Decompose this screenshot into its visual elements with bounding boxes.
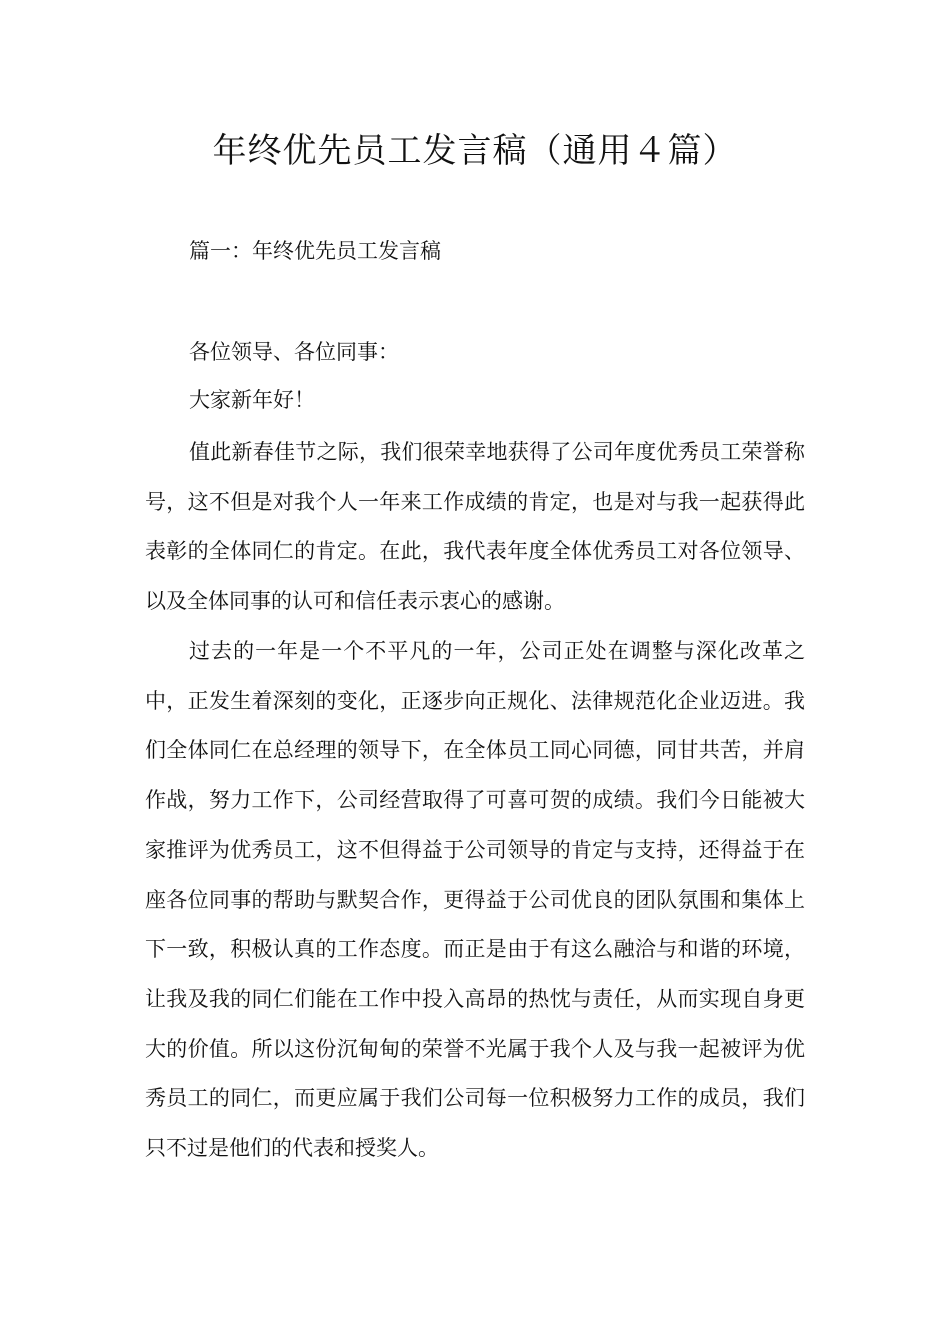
paragraph-past-year: 过去的一年是一个不平凡的一年，公司正处在调整与深化改革之中，正发生着深刻的变化，正逐步向正规化、法律规范化企业迈进。我们全体同仁在总经理的领导下，在全体员工同心同德，同甘共苦，并肩作战，努力工作下，公司经营取得了可喜可贺的成绩。我们今日能被大家推评为优秀员工，这不但得益于公司领导的肯定与支持，还得益于在座各位同事的帮助与默契合作，更得益于公司优良的团队氛围和集体上下一致，积极认真的工作态度。而正是由于有这么融洽与和谐的环境，让我及我的同仁们能在工作中投入高昂的热忱与责任，从而实现自身更大的价值。所以这份沉甸甸的荣誉不光属于我个人及与我一起被评为优秀员工的同仁，而更应属于我们公司每一位积极努力工作的成员，我们只不过是他们的代表和授奖人。	[145, 639, 805, 1161]
paragraph-gratitude: 值此新春佳节之际，我们很荣幸地获得了公司年度优秀员工荣誉称号，这不但是对我个人一年来工作成绩的肯定，也是对与我一起获得此表彰的全体同仁的肯定。在此，我代表年度全体优秀员工对各位领导、以及全体同事的认可和信任表示衷心的感谢。	[145, 440, 805, 614]
salutation: 各位领导、各位同事：	[189, 340, 399, 364]
section-heading: 篇一：年终优先员工发言稿	[189, 239, 441, 263]
document-title: 年终优先员工发言稿（通用４篇）	[212, 131, 738, 171]
greeting: 大家新年好！	[189, 388, 315, 412]
